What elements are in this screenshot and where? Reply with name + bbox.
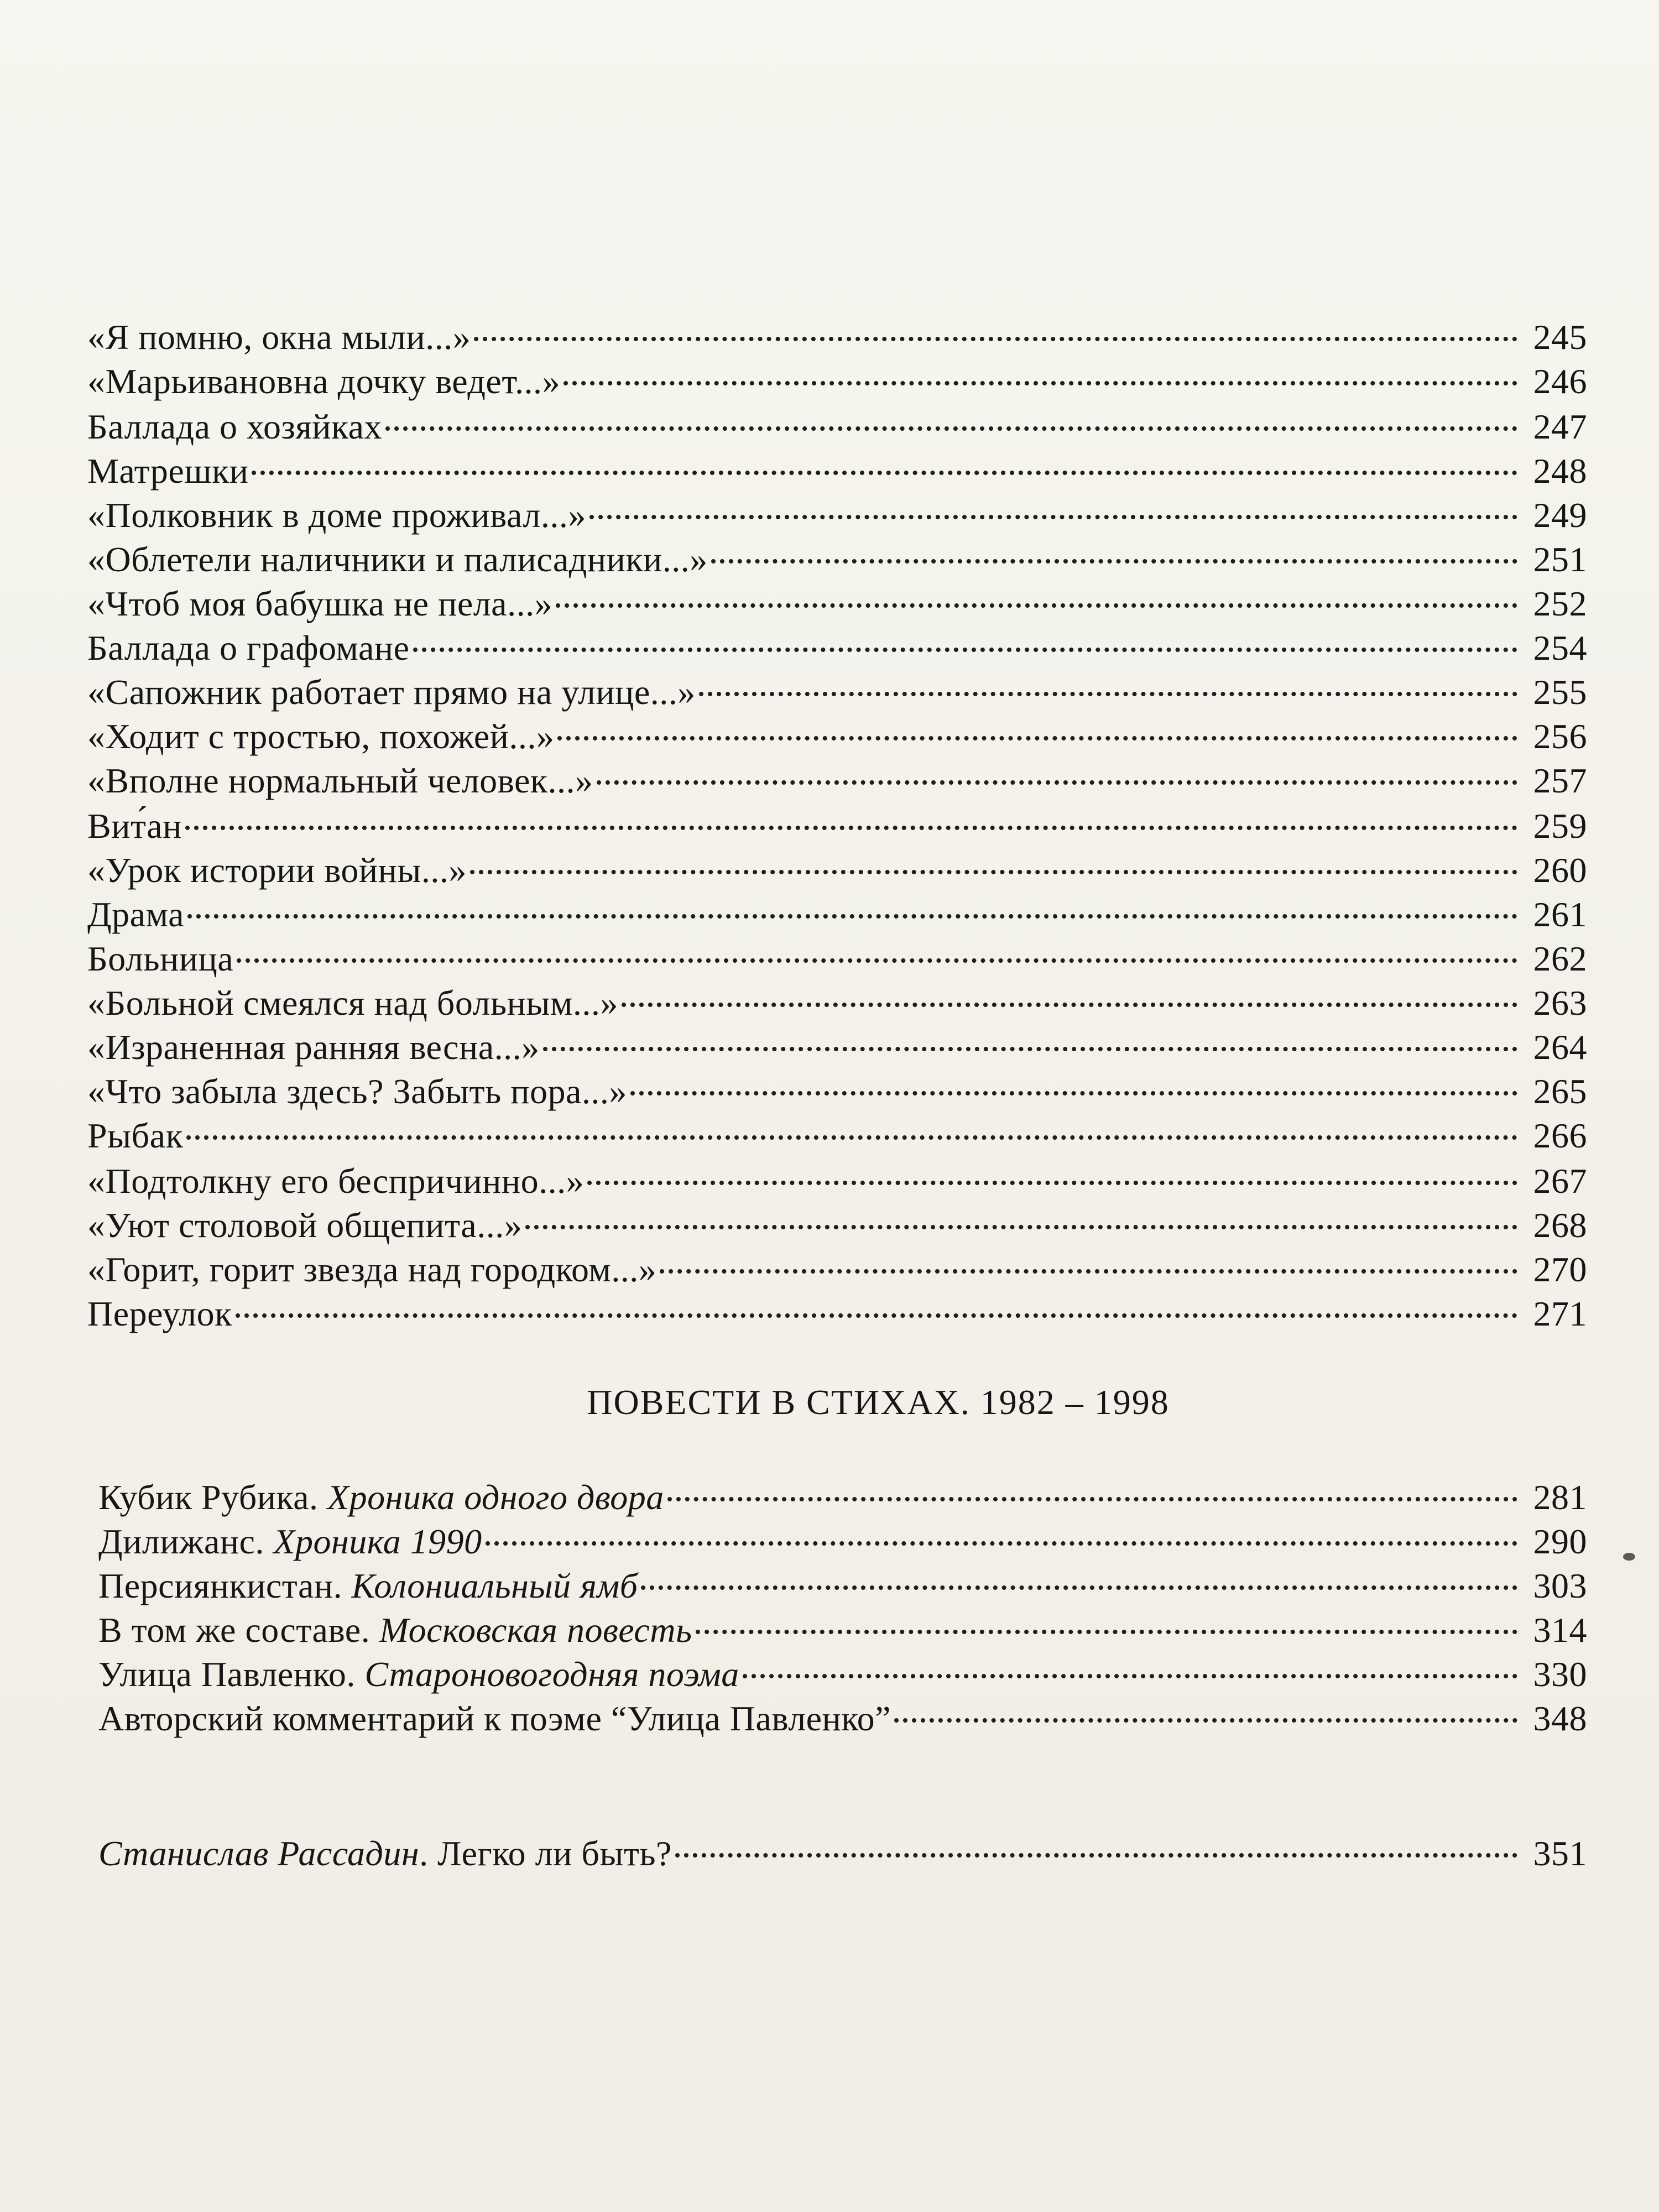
toc-entry-page: 251 [1533, 540, 1587, 579]
toc-entry-page: 330 [1533, 1655, 1587, 1694]
toc-entry-page: 265 [1533, 1072, 1587, 1111]
section-heading: ПОВЕСТИ В СТИХАХ. 1982 – 1998 [587, 1383, 1170, 1422]
toc-entry-page: 249 [1533, 495, 1587, 535]
afterword-name: . Легко ли быть? [419, 1834, 672, 1873]
toc-entry-page: 260 [1533, 851, 1587, 890]
dot-leader [186, 1135, 1517, 1140]
afterword-entry [98, 1826, 1587, 1881]
toc-entry-page: 281 [1533, 1478, 1587, 1517]
toc-entry-subtitle: Хроника 1990 [273, 1522, 482, 1561]
dot-leader [385, 426, 1517, 431]
toc-entry-page: 348 [1533, 1699, 1587, 1738]
toc-entry-page: 254 [1533, 628, 1587, 667]
dot-leader [589, 515, 1517, 519]
toc-entry-page: 256 [1533, 717, 1587, 756]
table-of-contents [87, 0, 1587, 2212]
afterword-author: Станислав Рассадин [98, 1834, 420, 1873]
toc-entry-name: В том же составе. [98, 1610, 379, 1650]
toc-entry-page: 245 [1533, 317, 1587, 357]
ink-speck [1623, 1553, 1635, 1561]
toc-entry-page: 261 [1533, 895, 1587, 934]
toc-entry-page: 290 [1533, 1522, 1587, 1561]
dot-leader [597, 780, 1518, 785]
toc-entry-title: «Ходит с тростью, похожей...» [87, 717, 555, 756]
toc-entry-title: «Что забыла здесь? Забыть пора...» [87, 1072, 627, 1111]
toc-entry [87, 1286, 1587, 1342]
dot-leader [557, 736, 1517, 740]
toc-entry-title: Драма [87, 895, 185, 934]
toc-entry-page: 255 [1533, 672, 1587, 712]
dot-leader [486, 1541, 1517, 1546]
toc-entry-subtitle: Хроника одного двора [327, 1478, 664, 1517]
dot-leader [474, 337, 1517, 341]
dot-leader [675, 1853, 1517, 1858]
toc-entry-subtitle: Колониальный ямб [351, 1566, 638, 1605]
toc-entry-page: 314 [1533, 1610, 1587, 1650]
dot-leader [556, 603, 1517, 608]
dot-leader [630, 1091, 1517, 1095]
dot-leader [743, 1674, 1517, 1678]
toc-entry-page: 248 [1533, 451, 1587, 491]
toc-entry-title [98, 1691, 891, 1746]
toc-entry-page: 271 [1533, 1294, 1587, 1333]
toc-entry-title: «Урок истории войны...» [87, 851, 467, 890]
toc-entry-title: «Сапожник работает прямо на улице...» [87, 672, 696, 712]
dot-leader [699, 692, 1517, 696]
toc-entry-title: Больница [87, 939, 234, 978]
toc-entry-title: «Вполне нормальный человек...» [87, 761, 593, 800]
dot-leader [641, 1585, 1517, 1590]
dot-leader [696, 1630, 1517, 1634]
dot-leader [185, 826, 1517, 830]
dot-leader [667, 1497, 1517, 1501]
dot-leader [711, 559, 1517, 564]
toc-entry-name: Авторский комментарий к поэме “Улица Павленко” [98, 1699, 891, 1738]
toc-entry-title: «Больной смеялся над больным...» [87, 983, 618, 1022]
toc-entry-name: Кубик Рубика. [98, 1478, 328, 1517]
toc-entry-title: «Подтолкну его беспричинно...» [87, 1161, 585, 1201]
dot-leader [543, 1047, 1517, 1051]
toc-entry-title: «Горит, горит звезда над городком...» [87, 1250, 657, 1289]
toc-entry-page: 246 [1533, 362, 1587, 401]
dot-leader [187, 914, 1517, 919]
dot-leader [413, 648, 1518, 652]
toc-entry-page: 263 [1533, 983, 1587, 1022]
toc-entry-page: 267 [1533, 1161, 1587, 1201]
toc-entry-title: «Израненная ранняя весна...» [87, 1027, 540, 1067]
toc-entry-title: «Полковник в доме проживал...» [87, 495, 586, 535]
toc-entry-page: 259 [1533, 806, 1587, 846]
toc-entry-page: 252 [1533, 584, 1587, 623]
dot-leader [252, 471, 1517, 475]
toc-entry-subtitle: Староновогодняя поэма [364, 1655, 739, 1694]
toc-entry [98, 1691, 1587, 1746]
toc-entry-title: «Я помню, окна мыли...» [87, 317, 471, 357]
toc-entry-page: 303 [1533, 1566, 1587, 1605]
toc-entry-subtitle: Московская повесть [379, 1610, 692, 1650]
dot-leader [525, 1225, 1517, 1229]
toc-entry-page: 268 [1533, 1206, 1587, 1245]
dot-leader [564, 381, 1517, 385]
toc-entry-page: 247 [1533, 407, 1587, 446]
toc-entry-title: Матрешки [87, 451, 249, 491]
dot-leader [237, 958, 1517, 963]
toc-entry-title: «Чтоб моя бабушка не пела...» [87, 584, 553, 623]
dot-leader [470, 870, 1517, 874]
toc-entry-title: Переулок [87, 1294, 232, 1333]
toc-entry-title: Баллада о графомане [87, 628, 410, 667]
toc-entry-page: 257 [1533, 761, 1587, 800]
toc-entry-page: 351 [1533, 1834, 1587, 1873]
toc-entry-page: 264 [1533, 1027, 1587, 1067]
toc-entry-title: Вит́ан [87, 806, 182, 846]
toc-entry-title: «Уют столовой общепита...» [87, 1206, 523, 1245]
afterword-title [98, 1826, 672, 1881]
toc-entry-name: Персиянкистан. [98, 1566, 352, 1605]
toc-entry-title: Рыбак [87, 1116, 184, 1155]
dot-leader [236, 1313, 1517, 1318]
toc-entry-title: «Облетели наличники и палисадники...» [87, 540, 708, 579]
dot-leader [894, 1718, 1517, 1723]
dot-leader [660, 1269, 1517, 1274]
toc-entry-name: Дилижанс. [98, 1522, 274, 1561]
dot-leader [622, 1003, 1517, 1007]
toc-entry-page: 270 [1533, 1250, 1587, 1289]
toc-entry-page: 266 [1533, 1116, 1587, 1155]
toc-entry-title: Баллада о хозяйках [87, 407, 383, 446]
toc-entry-title: «Марьивановна дочку ведет...» [87, 362, 560, 401]
toc-entry-page: 262 [1533, 939, 1587, 978]
toc-entry-name: Улица Павленко. [98, 1655, 365, 1694]
dot-leader [587, 1181, 1517, 1185]
